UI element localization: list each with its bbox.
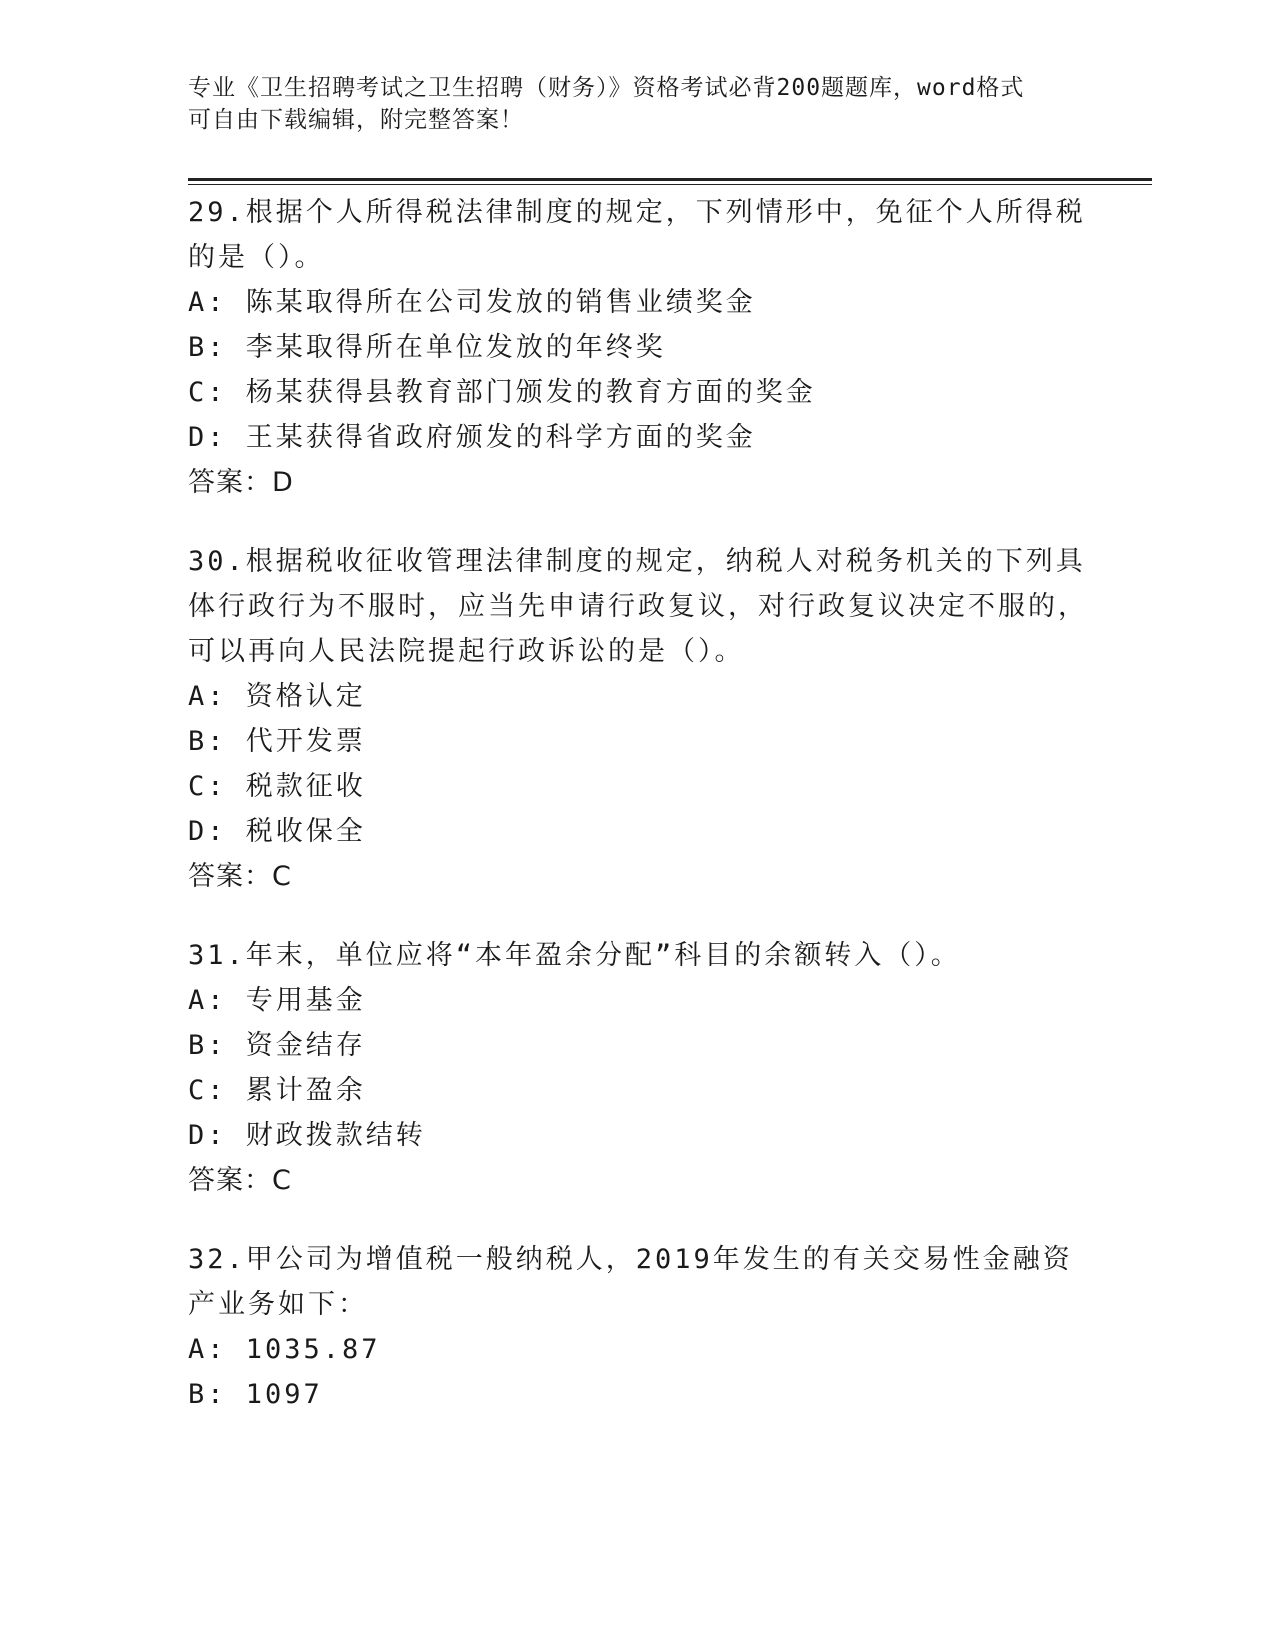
header-line-1: 专业《卫生招聘考试之卫生招聘（财务）》资格考试必背200题题库，word格式	[188, 75, 1025, 101]
question-30	[188, 539, 1088, 899]
question-stem: 32.甲公司为增值税一般纳税人，2019年发生的有关交易性金融资产业务如下：	[188, 1244, 1073, 1320]
answer: 答案：C	[188, 861, 292, 892]
header-line-2: 可自由下载编辑，附完整答案！	[188, 107, 524, 133]
question-29	[188, 190, 1088, 505]
option-d: D: 税收保全	[188, 816, 366, 847]
option-c: C: 累计盈余	[188, 1075, 366, 1106]
question-32	[188, 1237, 1088, 1417]
question-stem: 29.根据个人所得税法律制度的规定，下列情形中，免征个人所得税的是（）。	[188, 197, 1086, 273]
option-a: A: 陈某取得所在公司发放的销售业绩奖金	[188, 287, 756, 318]
answer: 答案：D	[188, 467, 294, 498]
option-b: B: 李某取得所在单位发放的年终奖	[188, 332, 666, 363]
option-c: C: 杨某获得县教育部门颁发的教育方面的奖金	[188, 377, 816, 408]
option-d: D: 财政拨款结转	[188, 1120, 426, 1151]
option-a: A: 专用基金	[188, 985, 366, 1016]
option-d: D: 王某获得省政府颁发的科学方面的奖金	[188, 422, 756, 453]
answer: 答案：C	[188, 1165, 292, 1196]
option-a: A: 1035.87	[188, 1334, 381, 1365]
option-c: C: 税款征收	[188, 771, 366, 802]
option-b: B: 1097	[188, 1379, 323, 1410]
option-b: B: 资金结存	[188, 1030, 366, 1061]
header-rule-thick	[188, 178, 1152, 181]
question-31	[188, 933, 1088, 1203]
question-list	[188, 190, 1088, 1451]
header-rule-thin	[188, 184, 1152, 185]
document-header	[188, 72, 1088, 136]
question-stem: 30.根据税收征收管理法律制度的规定，纳税人对税务机关的下列具体行政行为不服时，应当先申请行政复议，对行政复议决定不服的，可以再向人民法院提起行政诉讼的是（）。	[188, 546, 1088, 667]
option-b: B: 代开发票	[188, 726, 366, 757]
option-a: A: 资格认定	[188, 681, 366, 712]
question-stem: 31.年末，单位应将“本年盈余分配”科目的余额转入（）。	[188, 940, 961, 971]
